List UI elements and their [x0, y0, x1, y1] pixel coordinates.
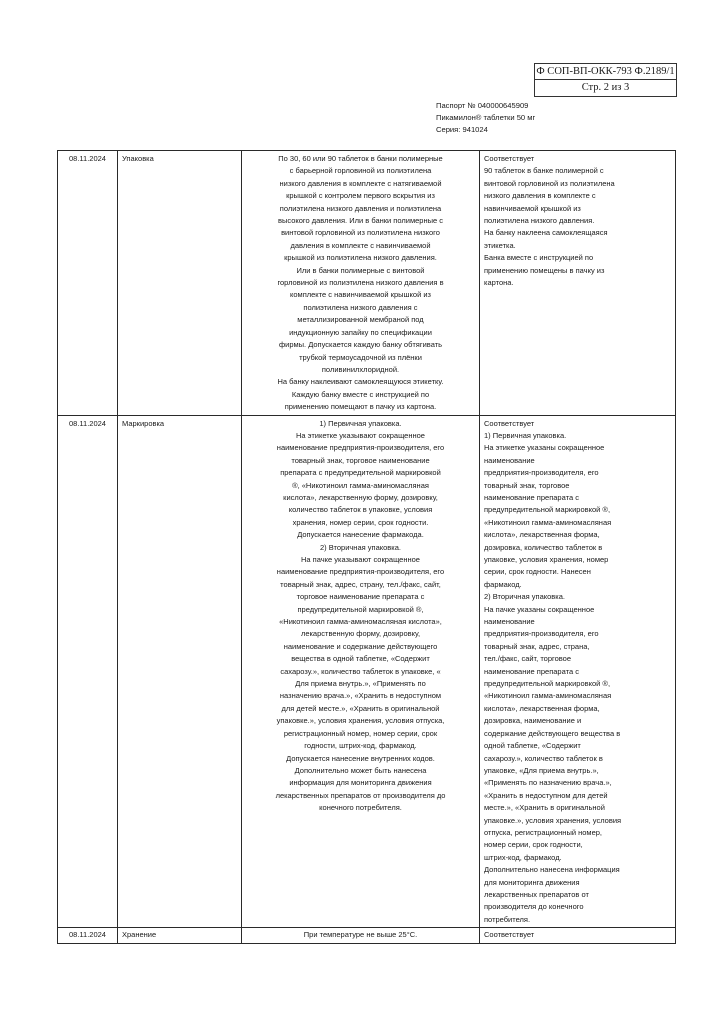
- row-requirement: [242, 415, 480, 928]
- requirement-line: конечного потребителя.: [319, 803, 402, 813]
- result-line: наименование: [484, 455, 535, 465]
- page-number: Стр. 2 из 3: [581, 82, 630, 93]
- row-result: [480, 151, 676, 416]
- requirement-line: трубкой термоусадочной из плёнки: [299, 352, 422, 362]
- requirement-line: для детей месте.», «Хранить в оригинальной: [281, 703, 440, 713]
- result-line: 2) Вторичная упаковка.: [484, 592, 565, 602]
- result-line: штрих-код, фармакод.: [484, 852, 562, 862]
- result-line: сахарозу.», количество таблеток в: [484, 753, 603, 763]
- requirement-line: «Никотиноил гамма-аминомасляная кислота»,: [279, 617, 442, 627]
- result-line: предупредительной маркировкой ®,: [484, 505, 611, 515]
- requirement-line: количество таблеток в упаковке, условия: [288, 505, 433, 515]
- requirement-line: На этикетке указывают сокращенное: [296, 430, 425, 440]
- result-line: для мониторинга движения: [484, 877, 580, 887]
- table-row: [58, 928, 676, 943]
- requirement-line: сахарозу.», количество таблеток в упаковке, «: [280, 666, 441, 676]
- result-line: месте.», «Хранить в оригинальной: [484, 803, 605, 813]
- requirement-line: лекарственную форму, дозировку,: [300, 629, 421, 639]
- result-line: дозировка, количество таблеток в: [484, 542, 603, 552]
- requirement-line: упаковке.», условия хранения, условия отпуска,: [276, 716, 445, 726]
- requirement-line: На банку наклеивают самоклеящуюся этикетку.: [277, 377, 444, 387]
- row-indicator: Упаковка: [118, 151, 242, 416]
- result-line: лекарственных препаратов от: [484, 889, 589, 899]
- result-line: «Хранить в недоступном для детей: [484, 790, 608, 800]
- result-line: содержание действующего вещества в: [484, 728, 621, 738]
- result-line: На пачке указаны сокращенное: [484, 604, 595, 614]
- row-indicator: Хранение: [118, 928, 242, 943]
- requirement-line: лекарственных препаратов от производителя до: [275, 790, 446, 800]
- requirement-line: фирмы. Допускается каждую банку обтягивать: [278, 340, 443, 350]
- table-row: [58, 151, 676, 416]
- requirement-line: наименование предприятия-производителя, его: [276, 567, 445, 577]
- result-line: потребителя.: [484, 914, 531, 924]
- result-line: товарный знак, торговое: [484, 480, 570, 490]
- series-number: Серия: 941024: [436, 125, 488, 134]
- requirement-line: 2) Вторичная упаковка.: [320, 542, 401, 552]
- requirement-line: товарный знак, адрес, страну, тел./факс, сайт,: [280, 579, 441, 589]
- requirement-line: хранения, номер серии, срок годности.: [292, 517, 429, 527]
- result-line: предупредительной маркировкой ®,: [484, 679, 611, 689]
- requirement-line: винтовой горловиной из полиэтилена низкого: [281, 228, 440, 238]
- requirement-line: давления в комплекте с навинчиваемой: [290, 240, 431, 250]
- requirement-line: 1) Первичная упаковка.: [319, 418, 402, 428]
- row-date: 08.11.2024: [58, 151, 118, 416]
- result-line: «Никотиноил гамма-аминомасляная: [484, 517, 612, 527]
- requirement-line: металлизированной мембраной под: [297, 315, 424, 325]
- requirement-line: крышкой из полиэтилена низкого давления.: [284, 253, 437, 263]
- result-line: 1) Первичная упаковка.: [484, 430, 567, 440]
- result-line: «Применять по назначению врача.»,: [484, 778, 612, 788]
- result-line: применению помещены в пачку из: [484, 265, 605, 275]
- requirement-line: торговое наименование препарата с: [296, 592, 425, 602]
- requirement-line: На пачке указывают сокращенное: [301, 555, 420, 564]
- result-line: тел./факс, сайт, торговое: [484, 654, 572, 664]
- requirement-line: с барьерной горловиной из полиэтилена: [289, 166, 432, 176]
- requirement-line: предупредительной маркировкой ®,: [297, 604, 424, 614]
- requirement-line: высокого давления. Или в банки полимерные с: [278, 216, 443, 226]
- requirement-line: товарный знак, торговое наименование: [291, 455, 430, 465]
- result-line: товарный знак, адрес, страна,: [484, 641, 590, 651]
- requirement-line: кислота», лекарственную форму, дозировку,: [283, 492, 438, 502]
- result-line: наименование препарата с: [484, 492, 579, 502]
- requirement-line: регистрационный номер, номер серии, срок: [283, 728, 438, 738]
- requirement-line: поливинилхлоридной.: [321, 364, 400, 374]
- requirement-line: Дополнительно может быть нанесена: [294, 765, 427, 775]
- result-line: кислота», лекарственная форма,: [484, 530, 600, 540]
- result-line: наименование препарата с: [484, 666, 579, 676]
- requirement-line: При температуре не выше 25°С.: [303, 930, 418, 940]
- table-row: [58, 415, 676, 928]
- requirement-line: ®, «Никотиноил гамма-аминомасляная: [292, 480, 429, 490]
- result-line: наименование: [484, 617, 535, 627]
- row-result: [480, 928, 676, 943]
- requirement-line: Каждую банку вместе с инструкцией по: [291, 389, 430, 399]
- result-line: Дополнительно нанесена информация: [484, 865, 620, 875]
- form-code: Ф СОП-ВП-ОКК-793 Ф.2189/1: [535, 64, 676, 80]
- requirement-line: полиэтилена низкого давления с: [303, 302, 418, 312]
- result-line: «Никотиноил гамма-аминомасляная: [484, 691, 612, 701]
- requirement-line: низкого давления в комплекте с натягиваемой: [279, 178, 442, 188]
- requirement-line: наименование и содержание действующего: [283, 641, 438, 651]
- requirement-line: индукционную запайку по спецификации: [289, 327, 432, 337]
- requirement-line: годности, штрих-код, фармакод.: [304, 741, 417, 751]
- requirement-line: Допускается нанесение внутренних кодов.: [286, 753, 435, 763]
- result-line: низкого давления в комплекте с: [484, 191, 596, 201]
- requirement-line: Или в банки полимерные с винтовой: [296, 265, 425, 275]
- result-line: кислота», лекарственная форма,: [484, 703, 600, 713]
- row-result: [480, 415, 676, 928]
- requirement-line: информация для мониторинга движения: [289, 778, 432, 788]
- result-line: одной таблетке, «Содержит: [484, 741, 581, 751]
- row-requirement: [242, 928, 480, 943]
- product-name: Пикамилон® таблетки 50 мг: [436, 113, 536, 122]
- result-line: На банку наклеена самоклеящаяся: [484, 228, 608, 238]
- test-results-table: [57, 150, 676, 944]
- requirement-line: назначению врача.», «Хранить в недоступном: [279, 691, 442, 701]
- result-line: фармакод.: [484, 579, 522, 589]
- form-code-box: [534, 63, 677, 97]
- requirement-line: наименование предприятия-производителя, его: [276, 443, 445, 453]
- requirement-line: применению помещают в пачку из картона.: [284, 402, 437, 412]
- requirement-line: Для приема внутрь.», «Применять по: [295, 679, 426, 689]
- requirement-line: По 30, 60 или 90 таблеток в банки полимерные: [278, 154, 443, 163]
- result-line: упаковке, условия хранения, номер: [484, 555, 609, 564]
- result-line: серии, срок годности. Нанесен: [484, 567, 591, 577]
- result-line: Соответствует: [484, 418, 535, 428]
- passport-info: [436, 100, 535, 136]
- requirement-line: горловиной из полиэтилена низкого давления в: [277, 278, 444, 288]
- row-requirement: [242, 151, 480, 416]
- result-line: Банка вместе с инструкцией по: [484, 253, 594, 263]
- result-line: 90 таблеток в банке полимерной с: [484, 166, 604, 176]
- requirement-line: полиэтилена низкого давления и полиэтилена: [279, 203, 442, 213]
- result-line: винтовой горловиной из полиэтилена: [484, 178, 615, 188]
- result-line: На этикетке указаны сокращенное: [484, 443, 605, 453]
- result-line: производителя до конечного: [484, 902, 584, 912]
- row-indicator: Маркировка: [118, 415, 242, 928]
- result-line: отпуска, регистрационный номер,: [484, 827, 602, 837]
- result-line: предприятия-производителя, его: [484, 629, 599, 639]
- result-line: навинчиваемой крышкой из: [484, 203, 581, 213]
- requirement-line: препарата с предупредительной маркировкой: [280, 468, 441, 478]
- result-line: упаковке.», условия хранения, условия: [484, 815, 622, 825]
- result-line: Соответствует: [484, 154, 535, 163]
- result-line: полиэтилена низкого давления.: [484, 216, 595, 226]
- result-line: этикетка.: [484, 240, 516, 250]
- result-line: номер серии, срок годности,: [484, 840, 583, 850]
- result-line: предприятия-производителя, его: [484, 468, 599, 478]
- row-date: 08.11.2024: [58, 928, 118, 943]
- result-line: дозировка, наименование и: [484, 716, 582, 726]
- result-line: Соответствует: [484, 930, 535, 940]
- result-line: упаковке, «Для приема внутрь.»,: [484, 765, 599, 775]
- requirement-line: комплекте с навинчиваемой крышкой из: [290, 290, 431, 300]
- row-date: 08.11.2024: [58, 415, 118, 928]
- passport-number: Паспорт № 040000645909: [436, 101, 529, 110]
- requirement-line: крышкой с контролем первого вскрытия из: [286, 191, 435, 201]
- result-line: картона.: [484, 278, 514, 288]
- requirement-line: Допускается нанесение фармакода.: [297, 530, 424, 540]
- requirement-line: вещества в одной таблетке, «Содержит: [291, 654, 430, 664]
